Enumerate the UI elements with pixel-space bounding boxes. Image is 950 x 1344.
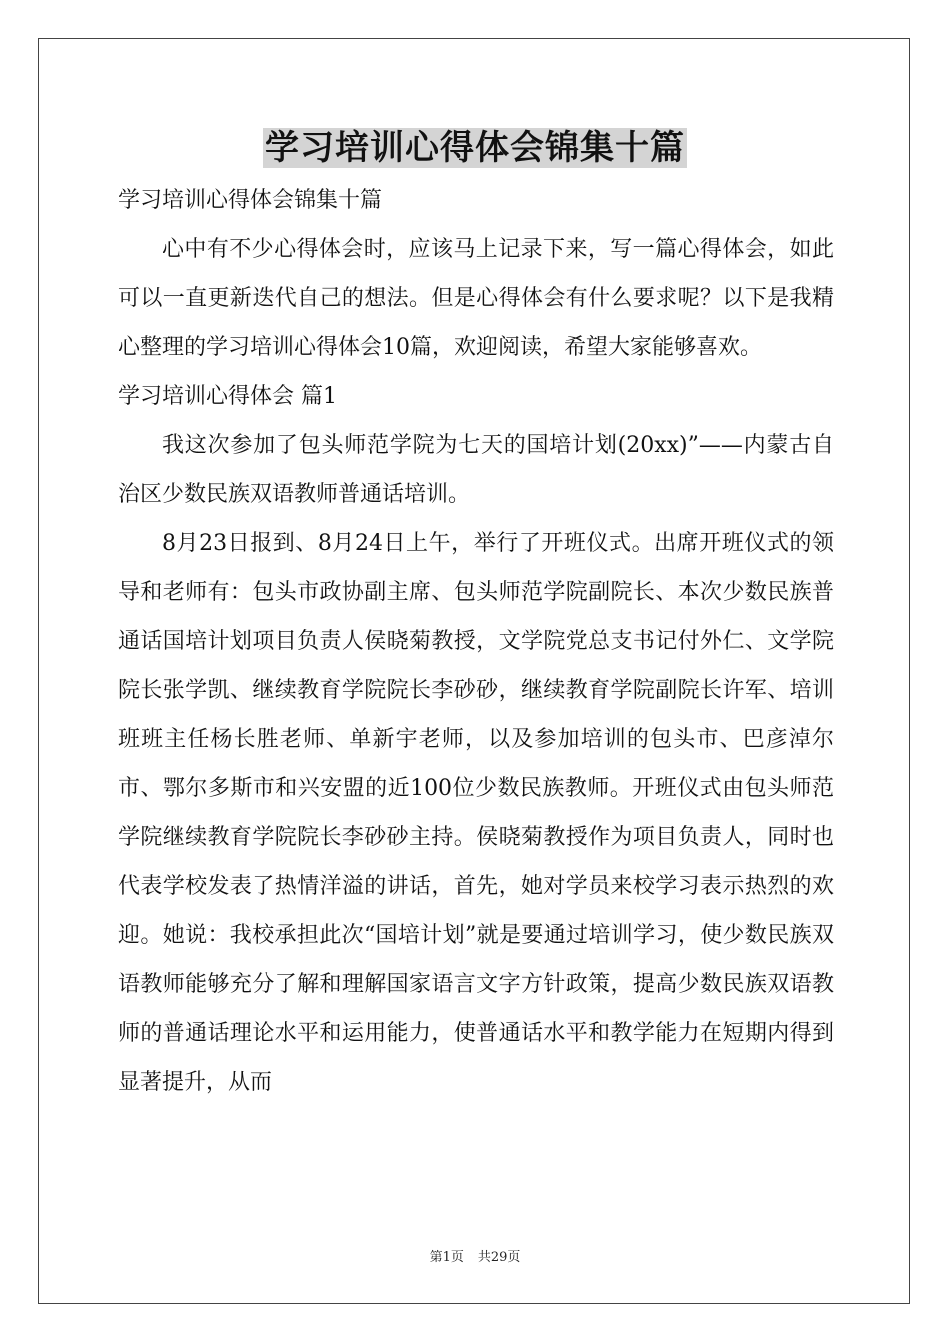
title-container	[0, 128, 950, 168]
body-paragraph: 8月23日报到、8月24日上午，举行了开班仪式。出席开班仪式的领导和老师有：包头市政协副主席、包头师范学院副院长、本次少数民族普通话国培计划项目负责人侯晓菊教授，文学院党总支书记付外仁、文学院院长张学凯、继续教育学院院长李砂砂，继续教育学院副院长许军、培训班班主任杨长胜老师、单新宇老师，以及参加培训的包头市、巴彦淖尔市、鄂尔多斯市和兴安盟的近100位少数民族教师。开班仪式由包头师范学院继续教育学院院长李砂砂主持。侯晓菊教授作为项目负责人，同时也代表学校发表了热情洋溢的讲话，首先，她对学员来校学习表示热烈的欢迎。她说：我校承担此次“国培计划”就是要通过培训学习，使少数民族双语教师能够充分了解和理解国家语言文字方针政策，提高少数民族双语教师的普通话理论水平和运用能力，使普通话水平和教学能力在短期内得到显著提升，从而	[118, 531, 835, 1095]
document-title: 学习培训心得体会锦集十篇	[265, 128, 685, 168]
body-paragraph: 我这次参加了包头师范学院为七天的国培计划(20xx)”——内蒙古自治区少数民族双语教师普通话培训。	[118, 433, 834, 507]
document-subtitle: 学习培训心得体会锦集十篇	[118, 188, 383, 213]
page-total: 共29页	[477, 1250, 521, 1265]
page-number: 第1页	[429, 1250, 464, 1265]
page-footer	[0, 1246, 950, 1265]
intro-paragraph: 心中有不少心得体会时，应该马上记录下来，写一篇心得体会，如此可以一直更新迭代自己的想法。但是心得体会有什么要求呢？以下是我精心整理的学习培训心得体会10篇，欢迎阅读，希望大家能够喜欢。	[118, 237, 834, 360]
document-body	[118, 176, 834, 1107]
section-heading: 学习培训心得体会 篇1	[118, 384, 337, 409]
